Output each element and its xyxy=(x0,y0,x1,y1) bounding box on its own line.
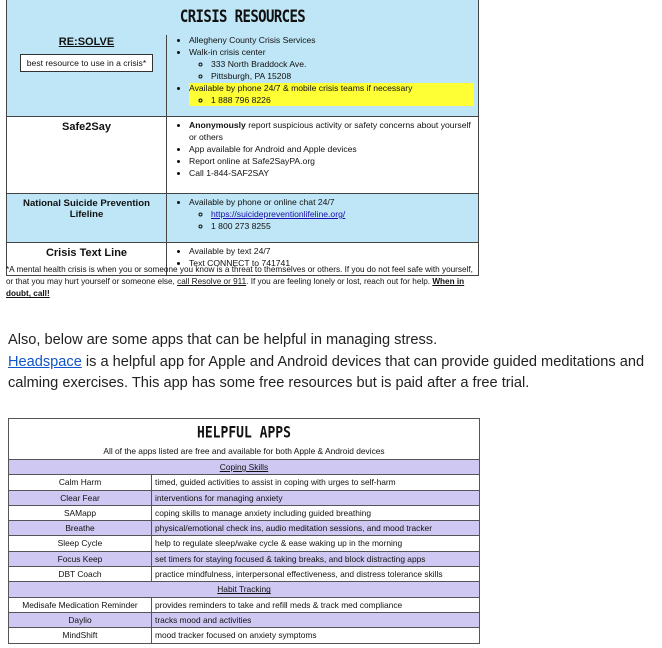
app-desc: interventions for managing anxiety xyxy=(152,490,480,505)
resolve-name: RE:SOLVE xyxy=(58,36,115,48)
app-name: MindShift xyxy=(9,628,152,643)
app-row xyxy=(9,628,480,643)
lifeline-phone: ◦ 1 800 273 8255 xyxy=(211,221,474,233)
lifeline-row xyxy=(7,194,479,243)
resolve-item xyxy=(189,47,474,83)
best-resource-note: best resource to use in a crisis* xyxy=(20,54,153,72)
resolve-item-highlighted xyxy=(189,83,474,107)
resolve-address-line: ◦ Pittsburgh, PA 15208 xyxy=(211,71,474,83)
app-row xyxy=(9,567,480,582)
intro-paragraph: Also, below are some apps that can be helpful in managing stress. xyxy=(8,332,438,348)
safe2say-item xyxy=(189,120,474,144)
headspace-link[interactable]: Headspace xyxy=(8,354,82,370)
app-name: Breathe xyxy=(9,521,152,536)
app-name: Sleep Cycle xyxy=(9,536,152,551)
textline-item: • Text CONNECT to 741741 xyxy=(189,258,474,270)
app-desc: mood tracker focused on anxiety symptoms xyxy=(152,628,480,643)
coping-skills-label: Coping Skills xyxy=(9,460,480,475)
apps-header-row xyxy=(9,419,480,460)
footnote-call-link: call Resolve or 911 xyxy=(177,277,247,286)
lifeline-url-link[interactable]: https://suicidepreventionlifeline.org/ xyxy=(211,208,346,219)
app-desc: practice mindfulness, interpersonal effectiveness, and distress tolerance skills xyxy=(152,567,480,582)
app-row xyxy=(9,612,480,627)
app-name: SAMapp xyxy=(9,505,152,520)
resolve-item: • Allegheny County Crisis Services xyxy=(189,35,474,47)
safe2say-item: • App available for Android and Apple devices xyxy=(189,144,474,156)
app-row xyxy=(9,536,480,551)
textline-name: Crisis Text Line xyxy=(7,243,167,276)
footnote-bold: When in doubt, call! xyxy=(6,277,465,298)
resolve-address-line: ◦ 333 North Braddock Ave. xyxy=(211,59,474,71)
app-name: Calm Harm xyxy=(9,475,152,490)
crisis-title-row xyxy=(7,1,479,32)
headspace-text: is a helpful app for Apple and Android devices that can provide guided meditations and calming exercises. This app has some free resources but is paid after a free trial. xyxy=(8,354,645,391)
footnote-text-2: . If you are feeling lonely or lost, reach out for help. xyxy=(246,277,433,286)
crisis-resources-table xyxy=(6,0,479,276)
safe2say-row xyxy=(7,117,479,194)
app-desc: set timers for staying focused & taking breaks, and block distracting apps xyxy=(152,551,480,566)
safe2say-item: • Report online at Safe2SayPA.org xyxy=(189,156,474,168)
app-desc: help to regulate sleep/wake cycle & ease waking up in the morning xyxy=(152,536,480,551)
headspace-paragraph xyxy=(8,352,658,394)
lifeline-details xyxy=(167,194,479,243)
app-name: DBT Coach xyxy=(9,567,152,582)
crisis-title: CRISIS RESOURCES xyxy=(7,0,479,35)
helpful-apps-table xyxy=(8,418,480,644)
apps-header xyxy=(9,419,480,460)
app-desc: coping skills to manage anxiety including guided breathing xyxy=(152,505,480,520)
apps-category-row xyxy=(9,460,480,475)
app-row xyxy=(9,475,480,490)
app-name: Clear Fear xyxy=(9,490,152,505)
app-name: Daylio xyxy=(9,612,152,627)
app-row xyxy=(9,597,480,612)
crisis-footnote xyxy=(6,264,478,300)
textline-item: • Available by text 24/7 xyxy=(189,246,474,258)
app-row xyxy=(9,505,480,520)
resolve-details xyxy=(167,32,479,117)
app-desc: timed, guided activities to assist in coping with urges to self-harm xyxy=(152,475,480,490)
apps-category-row xyxy=(9,582,480,597)
resolve-availability: Available by phone 24/7 & mobile crisis teams if necessary xyxy=(189,82,413,93)
apps-subtitle: All of the apps listed are free and available for both Apple & Android devices xyxy=(103,445,385,456)
app-name: Medisafe Medication Reminder xyxy=(9,597,152,612)
safe2say-item: • Call 1-844-SAF2SAY xyxy=(189,168,474,180)
app-desc: physical/emotional check ins, audio meditation sessions, and mood tracker xyxy=(152,521,480,536)
resolve-walkin: Walk-in crisis center xyxy=(189,46,266,57)
app-desc: tracks mood and activities xyxy=(152,612,480,627)
app-desc: provides reminders to take and refill meds & track med compliance xyxy=(152,597,480,612)
lifeline-item xyxy=(189,197,474,233)
habit-tracking-label: Habit Tracking xyxy=(9,582,480,597)
lifeline-url-item xyxy=(211,209,474,221)
safe2say-anonymously: Anonymously xyxy=(189,120,246,130)
app-row xyxy=(9,521,480,536)
resolve-row xyxy=(7,32,479,117)
app-row xyxy=(9,551,480,566)
footnote-text: *A mental health crisis is when you or someone you know is a threat to themselves or others. If you do not feel safe with yourself, or that you may hurt yourself or someone else, xyxy=(6,265,473,286)
safe2say-item1-rest: report suspicious activity or safety concerns about yourself or others xyxy=(189,120,471,142)
lifeline-availability: Available by phone or online chat 24/7 xyxy=(189,197,335,207)
app-row xyxy=(9,490,480,505)
apps-title: HELPFUL APPS xyxy=(197,423,291,442)
safe2say-details xyxy=(167,117,479,194)
resolve-phone: ◦ 1 888 796 8226 xyxy=(211,95,474,107)
safe2say-name: Safe2Say xyxy=(7,117,167,194)
lifeline-name: National Suicide Prevention Lifeline xyxy=(7,194,167,243)
app-name: Focus Keep xyxy=(9,551,152,566)
resolve-cell xyxy=(7,32,167,117)
